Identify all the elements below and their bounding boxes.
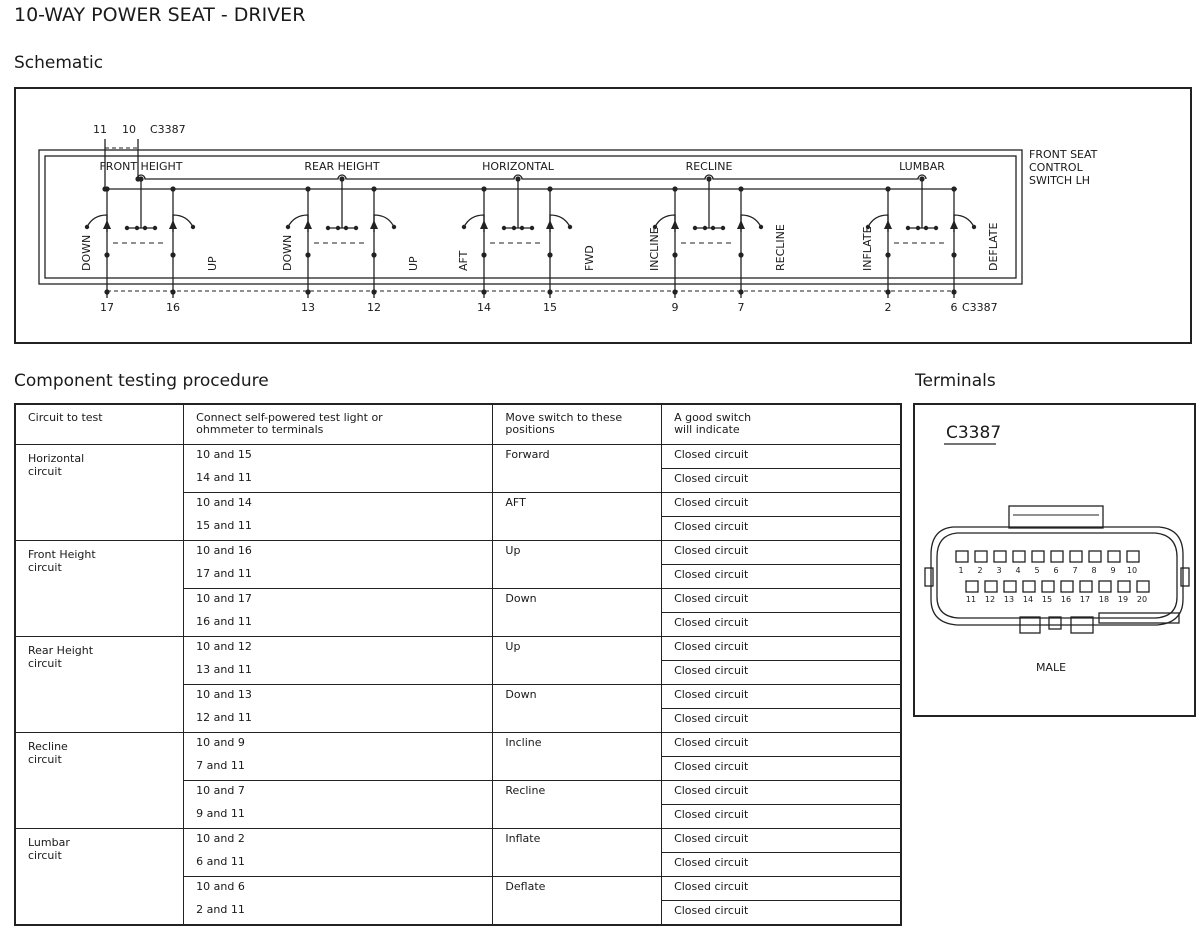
contact-dot <box>530 226 534 230</box>
terminals-cell: 6 and 11 <box>184 852 493 876</box>
terminal-pin <box>975 551 987 562</box>
contact-dot <box>85 225 89 229</box>
result-cell: Closed circuit <box>662 588 901 612</box>
junction-dot <box>738 252 743 257</box>
junction-dot <box>371 252 376 257</box>
contact-dot <box>924 226 928 230</box>
position-label-left: AFT <box>457 250 470 271</box>
result-cell: Closed circuit <box>662 756 901 780</box>
contact-arm-left <box>288 215 308 232</box>
terminal-number: 6 <box>1053 566 1059 575</box>
circuit-cell <box>15 444 184 540</box>
pin-label-bottom: 7 <box>737 301 745 314</box>
column-header <box>662 404 901 444</box>
terminal-pin <box>1032 551 1044 562</box>
junction-dot <box>738 289 743 294</box>
contact-arm-left <box>464 215 484 232</box>
terminal-number: 15 <box>1041 595 1053 604</box>
junction-dot <box>547 186 552 191</box>
contact-dot <box>703 226 707 230</box>
arrow-left <box>671 220 679 229</box>
device-label-line: SWITCH LH <box>1029 174 1091 187</box>
junction-dot <box>547 289 552 294</box>
junction-dot <box>481 252 486 257</box>
terminals-cell: 13 and 11 <box>184 660 493 684</box>
pin-label-bottom: 12 <box>367 301 381 314</box>
contact-dot <box>520 226 524 230</box>
terminal-pin <box>1013 551 1025 562</box>
contact-dot <box>568 225 572 229</box>
schematic-drawing <box>39 123 1098 314</box>
switch-name: REAR HEIGHT <box>304 160 380 173</box>
table-row <box>15 636 901 660</box>
junction-dot <box>371 289 376 294</box>
junction-dot <box>170 252 175 257</box>
switch-name: HORIZONTAL <box>482 160 554 173</box>
connector-label-top: C3387 <box>150 123 186 136</box>
terminals-cell: 12 and 11 <box>184 708 493 732</box>
circuit-label-line: Recline <box>28 739 68 753</box>
circuit-cell <box>15 828 184 925</box>
terminals-cell: 2 and 11 <box>184 900 493 925</box>
column-header <box>15 404 184 444</box>
contact-dot <box>125 226 129 230</box>
result-cell: Closed circuit <box>662 492 901 516</box>
contact-dot <box>972 225 976 229</box>
terminal-pin <box>1080 581 1092 592</box>
terminal-pin <box>1023 581 1035 592</box>
position-label-right: RECLINE <box>774 224 787 271</box>
table-row <box>15 444 901 468</box>
terminal-number: 14 <box>1022 595 1034 604</box>
arrow-right <box>546 220 554 229</box>
column-header-line: Connect self-powered test light or <box>196 411 383 424</box>
circuit-label-line: circuit <box>28 464 62 478</box>
junction-dot <box>170 289 175 294</box>
arrow-left <box>304 220 312 229</box>
procedure-heading: Component testing procedure <box>14 371 269 391</box>
junction-dot <box>672 186 677 191</box>
junction-dot <box>305 289 310 294</box>
column-header-line: ohmmeter to terminals <box>196 423 324 436</box>
contact-dot <box>392 225 396 229</box>
connector-name: C3387 <box>946 423 1002 443</box>
position-label-right: UP <box>206 256 219 271</box>
table-row <box>15 732 901 756</box>
contact-dot <box>336 226 340 230</box>
column-header-line: A good switch <box>674 411 752 424</box>
arrow-left <box>103 220 111 229</box>
device-label-line: FRONT SEAT <box>1029 148 1098 161</box>
switch-position-cell: AFT <box>493 492 662 540</box>
switch-position-cell: Up <box>493 540 662 588</box>
result-cell: Closed circuit <box>662 828 901 852</box>
junction-dot <box>339 176 344 181</box>
pin-label-bottom: 14 <box>477 301 491 314</box>
circuit-label-line: circuit <box>28 656 62 670</box>
terminal-number: 18 <box>1098 595 1110 604</box>
terminal-pin <box>1118 581 1130 592</box>
circuit-label-line: Rear Height <box>28 643 94 657</box>
terminals-cell: 9 and 11 <box>184 804 493 828</box>
contact-dot <box>711 226 715 230</box>
terminal-number: 17 <box>1079 595 1091 604</box>
terminal-pin <box>956 551 968 562</box>
device-label-line: CONTROL <box>1029 161 1083 174</box>
position-label-left: DOWN <box>281 234 294 271</box>
contact-arm-left <box>87 215 107 232</box>
switch-name: LUMBAR <box>899 160 945 173</box>
table-row <box>15 540 901 564</box>
terminal-number: 16 <box>1060 595 1072 604</box>
terminal-pin <box>1061 581 1073 592</box>
table-header-row <box>15 404 901 444</box>
terminal-pin <box>1070 551 1082 562</box>
connector-key-left <box>925 568 933 586</box>
terminal-pin <box>1051 551 1063 562</box>
result-cell: Closed circuit <box>662 876 901 900</box>
junction-dot <box>951 252 956 257</box>
result-cell: Closed circuit <box>662 852 901 876</box>
terminal-number: 11 <box>965 595 977 604</box>
contact-arm-right <box>374 215 394 232</box>
column-header <box>184 404 493 444</box>
terminal-pin <box>1137 581 1149 592</box>
result-cell: Closed circuit <box>662 900 901 925</box>
arrow-left <box>884 220 892 229</box>
terminal-number: 1 <box>958 566 964 575</box>
switch-position-cell: Recline <box>493 780 662 828</box>
pin-label-bottom: 9 <box>671 301 679 314</box>
column-header-line: positions <box>505 423 555 436</box>
position-label-left: INFLATE <box>861 226 874 271</box>
junction-dot <box>138 176 143 181</box>
terminal-pin <box>1127 551 1139 562</box>
column-header-line: Circuit to test <box>28 411 103 424</box>
contact-arm-right <box>173 215 193 232</box>
junction-dot <box>305 186 310 191</box>
column-header <box>493 404 662 444</box>
terminal-number: 4 <box>1015 566 1021 575</box>
terminals-cell: 10 and 6 <box>184 876 493 900</box>
pin-label-bottom: 2 <box>884 301 892 314</box>
terminal-pin <box>966 581 978 592</box>
pin-label-bottom: 16 <box>166 301 180 314</box>
connector-shell-inner <box>937 533 1177 618</box>
switch-position-cell: Up <box>493 636 662 684</box>
terminals-cell: 14 and 11 <box>184 468 493 492</box>
junction-dot <box>481 289 486 294</box>
terminal-number: 3 <box>996 566 1002 575</box>
circuit-label-line: circuit <box>28 848 62 862</box>
contact-dot <box>286 225 290 229</box>
terminal-number: 2 <box>977 566 983 575</box>
switch-horizontal <box>457 160 596 314</box>
junction-dot <box>672 252 677 257</box>
junction-dot <box>919 176 924 181</box>
connector-label-bottom: C3387 <box>962 301 998 314</box>
junction-dot <box>885 289 890 294</box>
schematic-heading: Schematic <box>14 53 104 73</box>
connector-key-right <box>1181 568 1189 586</box>
result-cell: Closed circuit <box>662 564 901 588</box>
terminals-cell: 15 and 11 <box>184 516 493 540</box>
terminal-pin <box>1089 551 1101 562</box>
switch-lumbar <box>861 160 1000 314</box>
terminals-cell: 10 and 2 <box>184 828 493 852</box>
result-cell: Closed circuit <box>662 444 901 468</box>
pin-label-bottom: 6 <box>950 301 958 314</box>
junction-dot <box>104 289 109 294</box>
circuit-cell <box>15 636 184 732</box>
terminal-pin <box>985 581 997 592</box>
junction-dot <box>885 186 890 191</box>
terminal-number: 10 <box>1126 566 1138 575</box>
contact-dot <box>143 226 147 230</box>
pin-label-top-11: 11 <box>93 123 107 136</box>
connector-tab <box>1049 617 1061 629</box>
contact-arm-right <box>954 215 974 232</box>
junction-dot <box>885 252 890 257</box>
switch-position-cell: Inflate <box>493 828 662 876</box>
switch-position-cell: Down <box>493 588 662 636</box>
terminals-cell: 16 and 11 <box>184 612 493 636</box>
contact-dot <box>344 226 348 230</box>
connector-latch <box>1009 506 1103 528</box>
terminals-cell: 10 and 15 <box>184 444 493 468</box>
contact-dot <box>326 226 330 230</box>
circuit-label-line: Front Height <box>28 547 96 561</box>
contact-dot <box>693 226 697 230</box>
junction-dot <box>515 176 520 181</box>
column-header-line: Move switch to these <box>505 411 623 424</box>
circuit-label-line: circuit <box>28 752 62 766</box>
page-title: 10-WAY POWER SEAT - DRIVER <box>14 4 306 26</box>
junction-dot <box>481 186 486 191</box>
position-label-left: INCLINE <box>648 227 661 271</box>
junction-dot <box>104 252 109 257</box>
terminal-pin <box>1004 581 1016 592</box>
terminal-number: 19 <box>1117 595 1129 604</box>
result-cell: Closed circuit <box>662 708 901 732</box>
contact-dot <box>191 225 195 229</box>
switch-rear-height <box>281 160 420 314</box>
result-cell: Closed circuit <box>662 516 901 540</box>
pin-label-bottom: 13 <box>301 301 315 314</box>
terminal-number: 20 <box>1136 595 1148 604</box>
junction-dot <box>706 176 711 181</box>
contact-dot <box>916 226 920 230</box>
connector-shell-outer <box>931 527 1183 625</box>
contact-dot <box>135 226 139 230</box>
result-cell: Closed circuit <box>662 612 901 636</box>
arrow-right <box>169 220 177 229</box>
result-cell: Closed circuit <box>662 636 901 660</box>
contact-dot <box>354 226 358 230</box>
junction-dot <box>672 289 677 294</box>
result-cell: Closed circuit <box>662 780 901 804</box>
circuit-cell <box>15 732 184 828</box>
contact-dot <box>721 226 725 230</box>
contact-dot <box>462 225 466 229</box>
terminals-cell: 17 and 11 <box>184 564 493 588</box>
junction-dot <box>547 252 552 257</box>
terminal-pin <box>1099 581 1111 592</box>
contact-dot <box>906 226 910 230</box>
switch-position-cell: Incline <box>493 732 662 780</box>
switch-name: RECLINE <box>685 160 733 173</box>
junction-dot <box>170 186 175 191</box>
schematic-diagram <box>14 87 1192 344</box>
connector-face <box>925 423 1189 674</box>
switch-position-cell: Down <box>493 684 662 732</box>
switch-name: FRONT HEIGHT <box>99 160 183 173</box>
connector-face-diagram <box>913 403 1196 717</box>
arrow-right <box>370 220 378 229</box>
circuit-label-line: circuit <box>28 560 62 574</box>
position-label-right: DEFLATE <box>987 222 1000 271</box>
terminal-pin <box>1108 551 1120 562</box>
terminal-number: 8 <box>1091 566 1097 575</box>
result-cell: Closed circuit <box>662 468 901 492</box>
terminals-cell: 7 and 11 <box>184 756 493 780</box>
pin-label-bottom: 17 <box>100 301 114 314</box>
terminals-cell: 10 and 13 <box>184 684 493 708</box>
terminals-cell: 10 and 12 <box>184 636 493 660</box>
terminal-number: 7 <box>1072 566 1078 575</box>
terminals-cell: 10 and 14 <box>184 492 493 516</box>
contact-dot <box>934 226 938 230</box>
position-label-left: DOWN <box>80 234 93 271</box>
result-cell: Closed circuit <box>662 684 901 708</box>
terminal-number: 5 <box>1034 566 1040 575</box>
circuit-cell <box>15 540 184 636</box>
circuit-label-line: Horizontal <box>28 451 85 465</box>
terminals-cell: 10 and 17 <box>184 588 493 612</box>
terminals-cell: 10 and 16 <box>184 540 493 564</box>
result-cell: Closed circuit <box>662 540 901 564</box>
switch-position-cell: Deflate <box>493 876 662 925</box>
table-row <box>15 828 901 852</box>
contact-dot <box>512 226 516 230</box>
contact-arm-right <box>741 215 761 232</box>
junction-dot <box>951 289 956 294</box>
junction-dot <box>951 186 956 191</box>
terminals-cell: 10 and 7 <box>184 780 493 804</box>
terminal-pin <box>1042 581 1054 592</box>
column-header-line: will indicate <box>674 423 740 436</box>
position-label-right: UP <box>407 256 420 271</box>
contact-dot <box>153 226 157 230</box>
terminals-heading: Terminals <box>915 371 996 391</box>
junction-dot <box>104 186 109 191</box>
terminal-number: 9 <box>1110 566 1116 575</box>
pin-label-bottom: 15 <box>543 301 557 314</box>
junction-dot <box>371 186 376 191</box>
terminal-number: 12 <box>984 595 996 604</box>
bus-pin-10 <box>137 175 926 179</box>
arrow-left <box>480 220 488 229</box>
result-cell: Closed circuit <box>662 804 901 828</box>
arrow-right <box>737 220 745 229</box>
terminal-number: 13 <box>1003 595 1015 604</box>
contact-dot <box>759 225 763 229</box>
junction-dot <box>305 252 310 257</box>
result-cell: Closed circuit <box>662 660 901 684</box>
terminal-pin <box>994 551 1006 562</box>
contact-arm-right <box>550 215 570 232</box>
arrow-right <box>950 220 958 229</box>
circuit-label-line: Lumbar <box>28 835 70 849</box>
pin-label-top-10: 10 <box>122 123 136 136</box>
switch-position-cell: Forward <box>493 444 662 492</box>
position-label-right: FWD <box>583 245 596 271</box>
result-cell: Closed circuit <box>662 732 901 756</box>
connector-gender: MALE <box>1035 661 1067 674</box>
junction-dot <box>738 186 743 191</box>
terminals-cell: 10 and 9 <box>184 732 493 756</box>
contact-dot <box>502 226 506 230</box>
component-testing-table <box>14 403 902 926</box>
